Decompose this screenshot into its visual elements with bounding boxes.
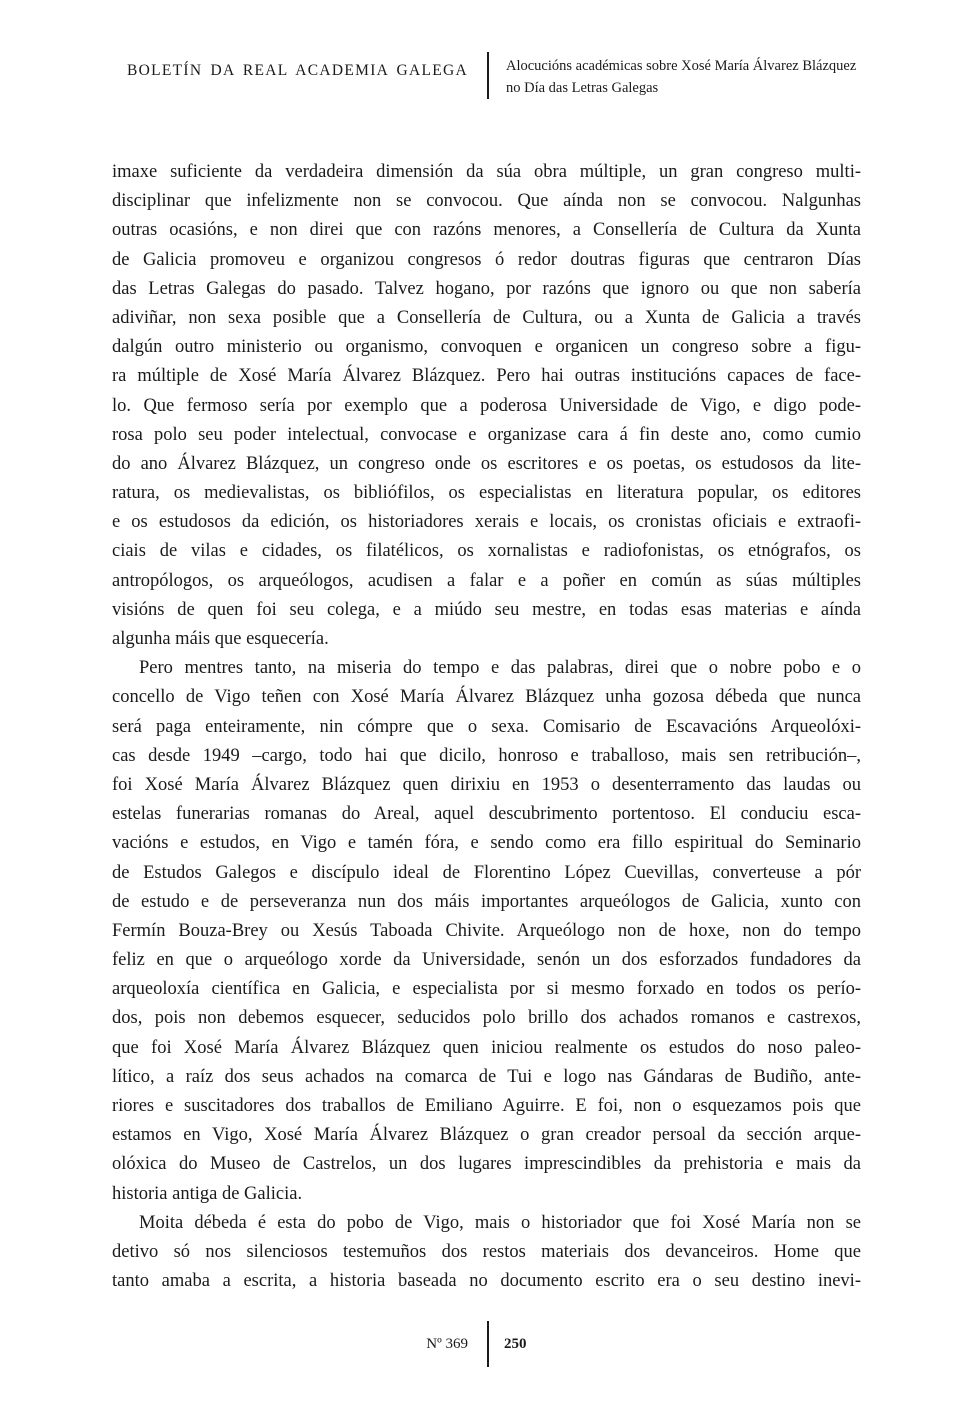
text-line: lo. Que fermoso sería por exemplo que a poderosa Universidade de Vigo, e digo pode- (112, 395, 861, 416)
text-line: riores e suscitadores dos traballos de Emiliano Aguirre. E foi, non o esquezamos pois que (112, 1096, 861, 1116)
page-number: 250 (504, 1336, 527, 1352)
text-line: dos, pois non debemos esquecer, seducidos polo brillo dos achados romanos e castrexos, (112, 1008, 861, 1029)
text-line: visións de quen foi seu colega, e a miúdo seu mestre, en todas esas materias e aínda (112, 599, 861, 620)
text-line: algunha máis que esquecería. (112, 629, 329, 649)
text-line: Pero mentres tanto, na miseria do tempo e das palabras, direi que o nobre pobo e o (139, 658, 861, 679)
text-line: estelas funerarias romanas do Areal, aquel descubrimento portentoso. El conduciu esca- (112, 804, 861, 825)
text-line: cas desde 1949 –cargo, todo hai que dicilo, honroso e traballoso, mais sen retribución–, (112, 745, 861, 766)
article-title-line1: Alocucións académicas sobre Xosé María Álvarez Blázquez (506, 58, 857, 74)
text-line: do ano Álvarez Blázquez, un congreso onde os escritores e os poetas, os estudosos da lite- (112, 453, 861, 474)
text-line: imaxe suficiente da verdadeira dimensión da súa obra múltiple, un gran congreso multi- (112, 162, 861, 182)
text-line: ra múltiple de Xosé María Álvarez Blázquez. Pero hai outras institucións capaces de face- (112, 366, 861, 387)
text-line: rosa polo seu poder intelectual, convocase e organizase cara á fin deste ano, como cumio (112, 424, 861, 445)
text-line: disciplinar que infelizmente non se convocou. Que aínda non se convocou. Nalgunhas (112, 191, 861, 212)
text-line: lítico, a raíz dos seus achados na comarca de Tui e logo nas Gándaras de Budiño, ante- (112, 1066, 861, 1087)
text-line: adiviñar, non sexa posible que a Consellería de Cultura, ou a Xunta de Galicia a través (112, 307, 861, 328)
text-line: outras ocasións, e non direi que con razóns menores, a Consellería de Cultura da Xunta (112, 220, 861, 241)
text-line: de Galicia promoveu e organizou congresos ó redor doutras figuras que centraron Días (112, 249, 861, 270)
text-line: concello de Vigo teñen con Xosé María Álvarez Blázquez unha gozosa débeda que nunca (112, 687, 861, 708)
text-line: tanto amaba a escrita, a historia baseada no documento escrito era o seu destino inevi- (112, 1271, 861, 1292)
text-line: Moita débeda é esta do pobo de Vigo, mais o historiador que foi Xosé María non se (139, 1212, 861, 1233)
text-line: ciais de vilas e cidades, os filatélicos, os xornalistas e radiofonistas, os etnógrafos, os (112, 541, 861, 562)
text-line: vacións e estudos, en Vigo e tamén fóra, e sendo como era fillo espiritual do Seminario (112, 833, 861, 854)
text-line: estamos en Vigo, Xosé María Álvarez Blázquez o gran creador persoal da sección arque- (112, 1125, 861, 1146)
text-line: de Estudos Galegos e discípulo ideal de Florentino López Cuevillas, converteuse a pór (112, 862, 861, 883)
text-line: arqueoloxía científica en Galicia, e especialista por si mesmo forxado en todos os perío- (112, 979, 861, 1000)
body-text (112, 158, 861, 1296)
text-line: detivo só nos silenciosos testemuños dos restos materiais dos devanceiros. Home que (112, 1241, 861, 1262)
text-line: foi Xosé María Álvarez Blázquez quen dirixiu en 1953 o desenterramento das laudas ou (112, 774, 861, 795)
text-line: será paga enteiramente, nin cómpre que o sexa. Comisario de Escavacións Arqueolóxi- (112, 716, 861, 737)
text-line: de estudo e de perseveranza nun dos máis importantes arqueólogos de Galicia, xunto con (112, 891, 861, 912)
text-line: das Letras Galegas do pasado. Talvez hogano, por razóns que ignoro ou que non sabería (112, 278, 861, 299)
article-title (506, 56, 876, 99)
text-line: ratura, os medievalistas, os bibliófilos, os especialistas en literatura popular, os editores (112, 483, 861, 504)
text-line: que foi Xosé María Álvarez Blázquez quen iniciou realmente os estudos do noso paleo- (112, 1037, 861, 1058)
text-line: feliz en que o arqueólogo xorde da Universidade, senón un dos esforzados fundadores da (112, 950, 861, 971)
footer-divider (487, 1321, 489, 1367)
text-line: dalgún outro ministerio ou organismo, convoquen e organicen un congreso sobre a figu- (112, 337, 861, 358)
text-line: antropólogos, os arqueólogos, acudisen a falar e a poñer en común as súas múltiples (112, 570, 861, 591)
issue-number: Nº 369 (426, 1336, 468, 1352)
text-line: historia antiga de Galicia. (112, 1183, 303, 1204)
text-line: Fermín Bouza-Brey ou Xesús Taboada Chivite. Arqueólogo non de hoxe, non do tempo (112, 920, 861, 941)
header-divider (487, 52, 489, 99)
text-line: olóxica do Museo de Castrelos, un dos lugares imprescindibles da prehistoria e mais da (112, 1154, 861, 1175)
article-title-line2: no Día das Letras Galegas (506, 79, 659, 96)
text-line: e os estudosos da edición, os historiadores xerais e locais, os cronistas oficiais e extraofi- (112, 512, 861, 533)
journal-title: BOLETÍN DA REAL ACADEMIA GALEGA (126, 62, 468, 79)
